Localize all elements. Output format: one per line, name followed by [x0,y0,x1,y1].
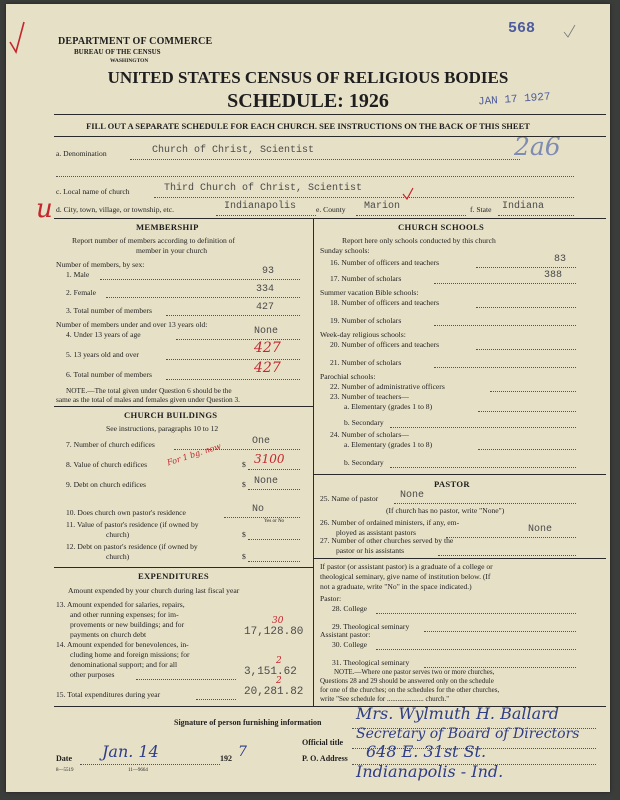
q12-label-2: church) [106,552,130,561]
q25-label: 25. Name of pastor [320,494,379,503]
q4-label: 4. Under 13 years of age [66,330,141,339]
sunday-schools-label: Sunday schools: [320,246,370,255]
q24-label: 24. Number of scholars— [330,430,409,439]
q29-line [424,631,576,632]
q8-dollar: $ [242,460,246,469]
q16-label: 16. Number of officers and teachers [330,258,440,267]
form-print-number: 11—9664 [128,768,148,773]
q14-line [136,679,236,680]
q4-line [176,339,300,340]
q10-line [224,517,300,518]
date-line [80,764,220,765]
q25-line [394,503,576,504]
state-value[interactable]: Indiana [502,201,545,212]
q13-label-4: payments on church debt [70,630,147,639]
q9-dollar: $ [242,480,246,489]
instruction-bottom-rule [54,136,606,137]
q23a-label: a. Elementary (grades 1 to 8) [344,402,433,411]
summer-schools-label: Summer vacation Bible schools: [320,288,419,297]
q8-value[interactable]: 3100 [254,452,285,466]
pastor-subheading: Pastor: [320,594,342,603]
q12-label: 12. Debt on pastor's residence (if owned by [66,542,198,551]
q16-value[interactable]: 83 [554,254,567,265]
q26-label-2: ployed as assistant pastors [336,528,416,537]
signature-value[interactable]: Mrs. Wylmuth H. Ballard [356,704,560,723]
q9-debt-value[interactable]: None [254,476,279,487]
year-digit-value[interactable]: 7 [238,744,247,760]
q27-label: 27. Number of other churches served by the [320,536,454,545]
q23a-line [478,411,576,412]
q18-label: 18. Number of officers and teachers [330,298,440,307]
q5-over-13-value[interactable]: 427 [254,340,281,356]
q3-total-value[interactable]: 427 [256,302,275,313]
q14-label-2: cluding home and foreign missions; for [70,650,190,659]
q19-label: 19. Number of scholars [330,316,402,325]
census-schedule-form [6,4,610,792]
q24a-line [478,449,576,450]
q7-label: 7. Number of church edifices [66,440,155,449]
membership-note: NOTE.—The total given under Question 6 should be the [66,386,232,395]
q13-label-3: provements or new buildings; and for [70,620,185,629]
q6-line [166,379,300,380]
q15-total-value[interactable]: 20,281.82 [244,686,304,698]
q3-label: 3. Total number of members [66,306,153,315]
q8-margin-note: For 1 bg. now [165,441,223,468]
q17-label: 17. Number of scholars [330,274,402,283]
q15-label: 15. Total expenditures during year [56,690,161,699]
denomination-value[interactable]: Church of Christ, Scientist [152,145,315,156]
q15-correction: 2 [276,676,282,686]
q14-label-3: denominational support; and for all [70,660,178,669]
q17-line [434,283,576,284]
instruction-top-rule [54,114,606,115]
q26-assistant-pastors-value[interactable]: None [528,524,553,535]
schools-intro: Report here only schools conducted by this church [342,236,496,245]
q26-label: 26. Number of ordained ministers, if any, em- [320,518,460,527]
q5-label: 5. 13 years old and over [66,350,139,359]
po-address-value-2[interactable]: Indianapolis - Ind. [356,762,504,781]
membership-intro-2: member in your church [136,246,208,255]
q22-label: 22. Number of administrative officers [330,382,445,391]
department-name: DEPARTMENT OF COMMERCE [58,36,213,47]
q7-edifices-value[interactable]: One [252,436,271,447]
q1-line [100,279,300,280]
q4-under-13-value[interactable]: None [254,326,279,337]
q12-dollar: $ [242,552,246,561]
pastor-rule [313,558,606,559]
parochial-schools-label: Parochial schools: [320,372,376,381]
q27-line [438,555,576,556]
graduate-instructions: If pastor (or assistant pastor) is a graduate of a college or [320,562,493,571]
q25-hint: (If church has no pastor, write "None") [386,506,505,515]
q13-running-expenses-value[interactable]: 17,128.80 [244,626,304,638]
graduate-instructions-3: not a graduate, write "No" in the space indicated.) [320,582,472,591]
denomination-line-2 [56,176,574,177]
table-top-rule [54,218,606,219]
buildings-rule [54,567,313,568]
q23-label: 23. Number of teachers— [330,392,409,401]
q21-line [434,367,576,368]
date-label: Date [56,754,72,763]
bureau-name: BUREAU OF THE CENSUS [74,48,161,56]
q11-label-2: church) [106,530,130,539]
year-prefix: 192 [220,754,232,763]
local-name-label: c. Local name of church [56,187,130,196]
age-intro-label: Number of members under and over 13 years old: [56,320,208,329]
q30-line [376,649,576,650]
q25-pastor-name-value[interactable]: None [400,490,425,501]
q12-line [248,561,300,562]
county-label: e. County [316,205,346,214]
local-name-line [154,197,574,198]
membership-intro: Report number of members according to definition of [72,236,236,245]
buildings-intro: See instructions, paragraphs 10 to 12 [106,424,219,433]
yes-no-hint: Yes or No [264,519,285,524]
q9-label: 9. Debt on church edifices [66,480,146,489]
state-line [498,215,574,216]
q16-line [476,267,576,268]
city-line [216,215,316,216]
q17-value[interactable]: 388 [544,270,563,281]
q1-label: 1. Male [66,270,90,279]
q21-label: 21. Number of scholars [330,358,402,367]
q23b-label: b. Secondary [344,418,384,427]
form-number: 8—5519 [56,768,74,773]
q1-male-value[interactable]: 93 [262,266,275,277]
local-name-value[interactable]: Third Church of Christ, Scientist [164,183,363,194]
pastor-heading: PASTOR [434,479,470,489]
assistant-pastor-subheading: Assistant pastor: [320,630,371,639]
q8-label: 8. Value of church edifices [66,460,148,469]
q14-label: 14. Amount expended for benevolences, in- [56,640,189,649]
q13-label-2: and other running expenses; for im- [70,610,179,619]
q10-label: 10. Does church own pastor's residence [66,508,186,517]
classification-code: 2a6 [514,132,561,161]
q28-label: 28. College [332,604,368,613]
q8-line [248,469,300,470]
official-title-value[interactable]: Secretary of Board of Directors [356,726,580,742]
date-value[interactable]: Jan. 14 [102,742,159,761]
bureau-city: WASHINGTON [110,58,149,64]
q30-label: 30. College [332,640,368,649]
state-label: f. State [470,205,492,214]
q9-line [248,489,300,490]
q10-residence-value[interactable]: No [252,504,265,515]
signature-label: Signature of person furnishing information [174,718,322,727]
membership-heading: MEMBERSHIP [136,222,199,232]
po-address-value[interactable]: 648 E. 31st St. [366,742,487,761]
q14-correction: 2 [276,656,282,666]
q14-benevolences-value[interactable]: 3,151.62 [244,666,297,678]
q6-total-value[interactable]: 427 [254,360,281,376]
pastor-note-3: for one of the churches; on the schedules for the other churches, [320,686,500,694]
schools-rule [313,474,606,475]
q13-correction: 30 [272,616,284,626]
q28-line [376,613,576,614]
city-value[interactable]: Indianapolis [224,201,297,212]
date-received-stamp: JAN 17 1927 [477,91,551,109]
official-title-label: Official title [302,738,344,747]
expenditures-heading: EXPENDITURES [138,571,209,581]
q24a-label: a. Elementary (grades 1 to 8) [344,440,433,449]
buildings-heading: CHURCH BUILDINGS [124,410,218,420]
graduate-instructions-2: theological seminary, give name of institution below. (If [320,572,491,581]
county-value[interactable]: Marion [364,201,401,212]
po-address-label: P. O. Address [302,754,348,763]
q13-label: 13. Amount expended for salaries, repairs, [56,600,185,609]
q15-line [196,699,236,700]
q31-label: 31. Theological seminary [332,658,410,667]
q26-line [446,537,576,538]
q11-dollar: $ [242,530,246,539]
q20-label: 20. Number of officers and teachers [330,340,440,349]
q23b-line [390,427,576,428]
q2-label: 2. Female [66,288,96,297]
pastor-note: NOTE.—Where one pastor serves two or more churches, [334,668,495,676]
membership-rule [54,406,313,407]
pencil-check-icon [561,22,579,42]
q3-line [166,315,300,316]
schools-heading: CHURCH SCHOOLS [398,222,485,232]
form-title: UNITED STATES CENSUS OF RELIGIOUS BODIES [107,68,509,87]
denomination-label: a. Denomination [56,149,107,158]
weekday-schools-label: Week-day religious schools: [320,330,406,339]
q24b-line [390,467,576,468]
q11-line [248,539,300,540]
q2-line [106,297,300,298]
q20-line [476,349,576,350]
q18-line [476,307,576,308]
denomination-line [130,159,520,160]
city-label: d. City, town, village, or township, etc. [56,205,175,214]
pastor-note-4: write "See schedule for ..................... church." [320,695,450,703]
schedule-title: SCHEDULE: 1926 [227,90,389,112]
stamp-number: 568 [508,20,536,37]
column-divider [313,218,314,706]
reviewer-mark: u [36,194,53,224]
red-check-icon [6,18,26,58]
members-by-sex-label: Number of members, by sex: [56,260,145,269]
q29-label: 29. Theological seminary [332,622,410,631]
q22-line [490,391,576,392]
q14-label-4: other purposes [70,670,115,679]
membership-note-2: same as the total of males and females given under Question 3. [56,395,240,404]
pastor-note-2: Questions 28 and 29 should be answered only on the schedule [320,677,494,685]
q24b-label: b. Secondary [344,458,384,467]
q27-label-2: pastor or his assistants [336,546,405,555]
red-check-mark-icon [401,186,415,202]
q2-female-value[interactable]: 334 [256,284,275,295]
expenditures-intro: Amount expended by your church during last fiscal year [68,586,240,595]
q11-label: 11. Value of pastor's residence (if owned by [66,520,199,529]
instruction-banner: FILL OUT A SEPARATE SCHEDULE FOR EACH CHURCH. SEE INSTRUCTIONS ON THE BACK OF THIS SHEET [86,121,530,131]
county-line [356,215,466,216]
q19-line [434,325,576,326]
q6-label: 6. Total number of members [66,370,153,379]
